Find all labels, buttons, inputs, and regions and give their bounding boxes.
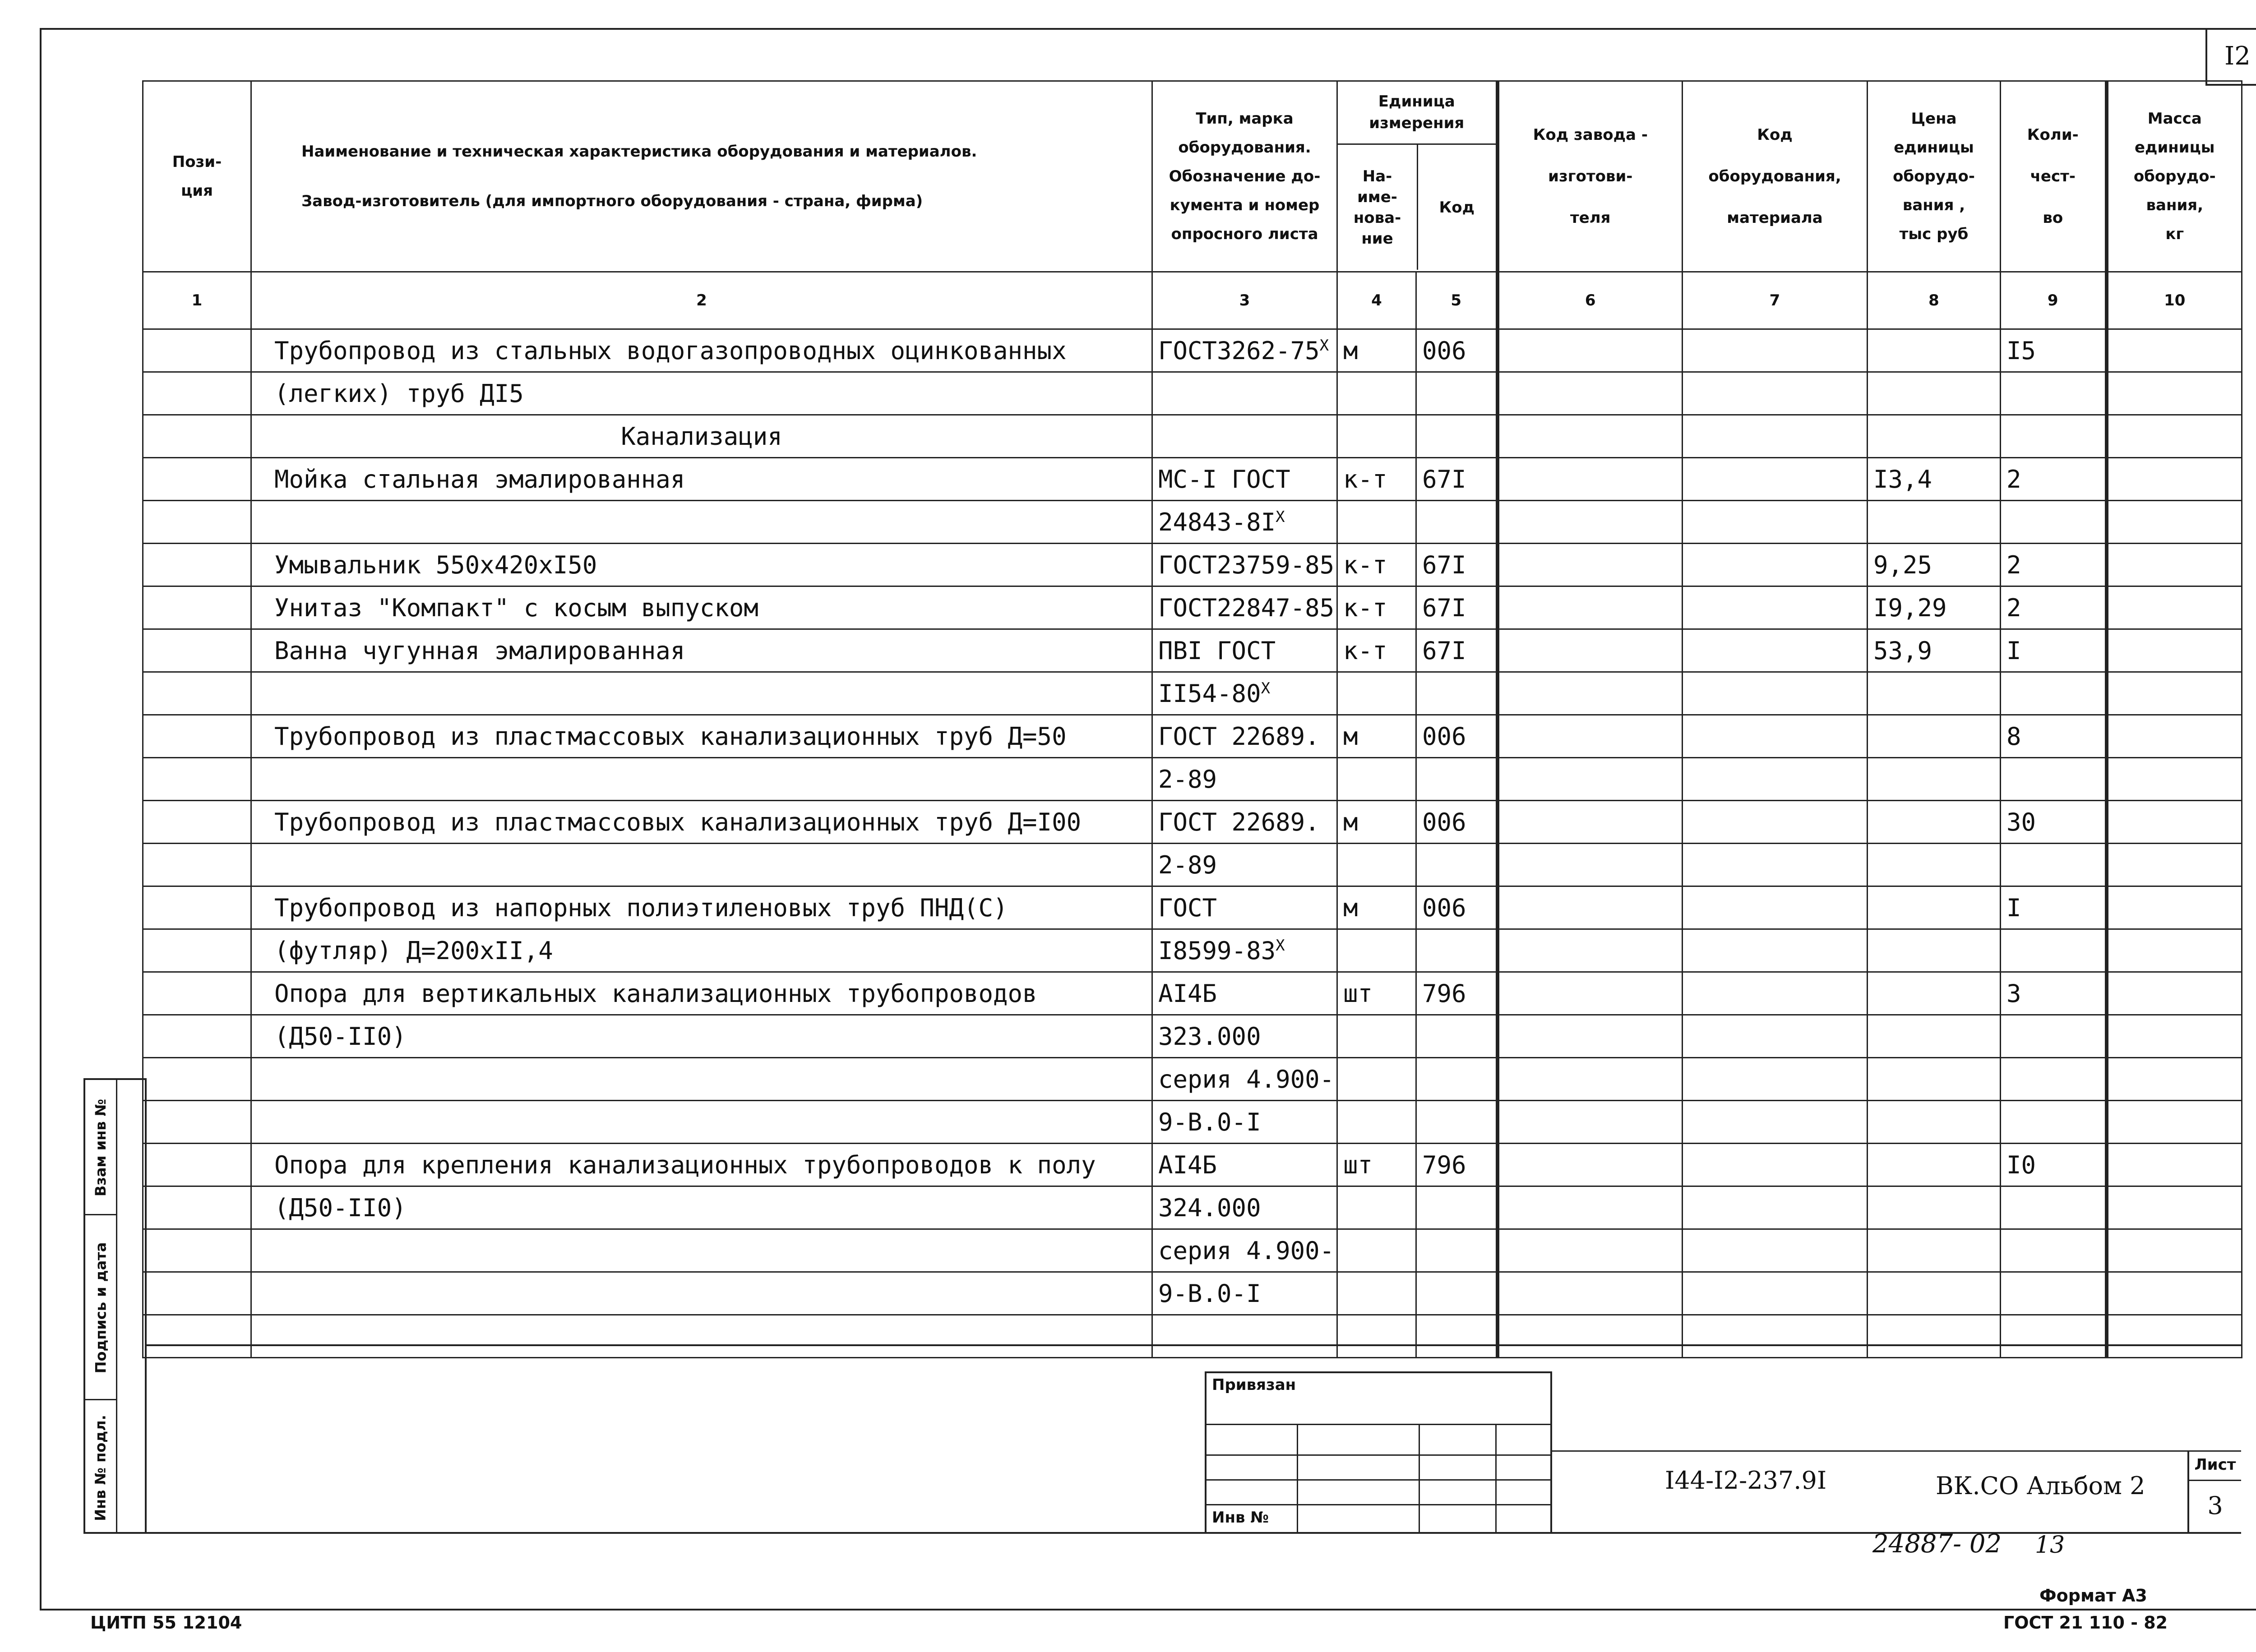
cell-unit-code: 006 — [1416, 329, 1498, 372]
cell-name: Унитаз "Компакт" с косым выпуском — [251, 586, 1152, 629]
table-row — [143, 1144, 2242, 1186]
cell-type — [1152, 415, 1337, 458]
cell-unit — [1337, 415, 1416, 458]
cell-mass — [2107, 1015, 2242, 1058]
cell-unit-code: 006 — [1416, 715, 1498, 758]
cell-plant-code — [1498, 586, 1683, 629]
cell-unit-code — [1416, 1229, 1498, 1272]
cell-equipment-code — [1683, 886, 1868, 929]
cell-name: Трубопровод из пластмассовых канализационных труб Д=I00 — [251, 801, 1152, 844]
cell-name: Умывальник 550х420хI50 — [251, 544, 1152, 586]
cell-name: (футляр) Д=200хII,4 — [251, 929, 1152, 972]
inv-original-label: Инв № подл. — [92, 1415, 110, 1521]
cell-quantity — [2001, 1229, 2107, 1272]
table-row — [143, 372, 2242, 415]
cell-quantity — [2001, 1058, 2107, 1101]
cell-position — [143, 415, 251, 458]
cell-mass — [2107, 886, 2242, 929]
table-row — [143, 715, 2242, 758]
cell-quantity: 2 — [2001, 458, 2107, 501]
handwritten-page: 13 — [2035, 1532, 2065, 1559]
cell-unit: м — [1337, 886, 1416, 929]
cell-unit-code: 67I — [1416, 544, 1498, 586]
cell-type: серия 4.900- — [1152, 1229, 1337, 1272]
cell-quantity: 2 — [2001, 544, 2107, 586]
cell-price: I3,4 — [1868, 458, 2001, 501]
cell-plant-code — [1498, 329, 1683, 372]
list-label: Лист — [2189, 1450, 2241, 1481]
cell-plant-code — [1498, 715, 1683, 758]
cell-price: I9,29 — [1868, 586, 2001, 629]
cell-quantity — [2001, 1101, 2107, 1144]
cell-name — [251, 672, 1152, 715]
table-row — [143, 1101, 2242, 1144]
cell-price — [1868, 1272, 2001, 1315]
cell-price — [1868, 1144, 2001, 1186]
cell-type: ГОСТ22847-85 — [1152, 586, 1337, 629]
cell-position — [143, 329, 251, 372]
cell-name — [251, 1058, 1152, 1101]
cell-unit-code — [1416, 501, 1498, 544]
cell-equipment-code — [1683, 715, 1868, 758]
cell-name: Трубопровод из пластмассовых канализационных труб Д=50 — [251, 715, 1152, 758]
cell-name: (Д50-II0) — [251, 1186, 1152, 1229]
col-number: 3 — [1152, 272, 1337, 329]
table-row — [143, 672, 2242, 715]
cell-equipment-code — [1683, 544, 1868, 586]
cell-position — [143, 1144, 251, 1186]
vzam-inv-label: Взам инв № — [92, 1098, 110, 1197]
cell-mass — [2107, 372, 2242, 415]
cell-type: ГОСТ 22689. — [1152, 715, 1337, 758]
cell-price — [1868, 844, 2001, 886]
cell-type: $II54-80^X$ — [1152, 672, 1337, 715]
cell-mass — [2107, 458, 2242, 501]
cell-quantity — [2001, 415, 2107, 458]
cell-unit — [1337, 844, 1416, 886]
cell-plant-code — [1498, 1101, 1683, 1144]
table-row — [143, 972, 2242, 1015]
header-equipment-code: Код оборудования, материала — [1683, 81, 1868, 272]
cell-plant-code — [1498, 1229, 1683, 1272]
cell-name: Трубопровод из напорных полиэтиленовых труб ПНД(С) — [251, 886, 1152, 929]
cell-price — [1868, 329, 2001, 372]
cell-price — [1868, 929, 2001, 972]
cell-equipment-code — [1683, 372, 1868, 415]
privyazan-label: Привязан — [1212, 1376, 1296, 1394]
cell-unit-code — [1416, 672, 1498, 715]
cell-plant-code — [1498, 458, 1683, 501]
header-position: Пози- ция — [143, 81, 251, 272]
cell-type: 2-89 — [1152, 758, 1337, 801]
cell-position — [143, 1272, 251, 1315]
cell-plant-code — [1498, 1186, 1683, 1229]
cell-unit-code: 006 — [1416, 886, 1498, 929]
cell-price — [1868, 1229, 2001, 1272]
cell-plant-code — [1498, 929, 1683, 972]
column-number-row — [143, 272, 2242, 329]
cell-price — [1868, 415, 2001, 458]
cell-quantity — [2001, 844, 2107, 886]
cell-unit — [1337, 501, 1416, 544]
cell-name: Трубопровод из стальных водогазопроводных оцинкованных — [251, 329, 1152, 372]
header-unit-code: Код — [1439, 198, 1475, 217]
cell-quantity — [2001, 758, 2107, 801]
cell-type — [1152, 372, 1337, 415]
cell-position — [143, 1229, 251, 1272]
cell-mass — [2107, 972, 2242, 1015]
cell-unit: к-т — [1337, 629, 1416, 672]
cell-type: 9-В.0-I — [1152, 1101, 1337, 1144]
header-row — [143, 81, 2242, 272]
cell-position — [143, 672, 251, 715]
cell-quantity: I5 — [2001, 329, 2107, 372]
cell-mass — [2107, 544, 2242, 586]
cell-position — [143, 929, 251, 972]
table-row — [143, 501, 2242, 544]
cell-equipment-code — [1683, 586, 1868, 629]
col-number: 2 — [251, 272, 1152, 329]
cell-name: Опора для вертикальных канализационных трубопроводов — [251, 972, 1152, 1015]
cell-type: АI4Б — [1152, 972, 1337, 1015]
handwritten-number: 24887- 02 — [1872, 1529, 2002, 1559]
col-number: 5 — [1416, 272, 1498, 329]
cell-unit — [1337, 672, 1416, 715]
cell-equipment-code — [1683, 1186, 1868, 1229]
header-mass: Масса единицы оборудо- вания, кг — [2107, 81, 2242, 272]
cell-mass — [2107, 415, 2242, 458]
cell-unit-code — [1416, 372, 1498, 415]
cell-name — [251, 844, 1152, 886]
cell-mass — [2107, 1144, 2242, 1186]
cell-price — [1868, 672, 2001, 715]
cell-type: $I8599-83^X$ — [1152, 929, 1337, 972]
cell-position — [143, 972, 251, 1015]
cell-plant-code — [1498, 758, 1683, 801]
cell-quantity — [2001, 929, 2107, 972]
table-row — [143, 929, 2242, 972]
header-quantity: Коли- чест- во — [2001, 81, 2107, 272]
header-unit-name: На- име- нова- ние — [1338, 145, 1418, 270]
cell-unit-code — [1416, 929, 1498, 972]
cell-equipment-code — [1683, 972, 1868, 1015]
cell-price — [1868, 1186, 2001, 1229]
cell-unit-code: 67I — [1416, 458, 1498, 501]
cell-position — [143, 715, 251, 758]
title-block — [147, 1344, 2241, 1534]
cell-plant-code — [1498, 801, 1683, 844]
cell-mass — [2107, 672, 2242, 715]
cell-unit: к-т — [1337, 458, 1416, 501]
table-row — [143, 1272, 2242, 1315]
cell-unit: к-т — [1337, 544, 1416, 586]
cell-unit-code: 006 — [1416, 801, 1498, 844]
cell-plant-code — [1498, 844, 1683, 886]
cell-unit-code — [1416, 1101, 1498, 1144]
cell-unit: м — [1337, 801, 1416, 844]
cell-unit: шт — [1337, 1144, 1416, 1186]
cell-mass — [2107, 844, 2242, 886]
table-row — [143, 844, 2242, 886]
cell-plant-code — [1498, 629, 1683, 672]
sheet-number: I2 — [2205, 28, 2256, 86]
col-number: 7 — [1683, 272, 1868, 329]
cell-position — [143, 844, 251, 886]
cell-mass — [2107, 715, 2242, 758]
cell-unit — [1337, 1229, 1416, 1272]
cell-equipment-code — [1683, 844, 1868, 886]
cell-mass — [2107, 758, 2242, 801]
cell-plant-code — [1498, 544, 1683, 586]
cell-name — [251, 1101, 1152, 1144]
table-row — [143, 458, 2242, 501]
table-row — [143, 415, 2242, 458]
cell-quantity — [2001, 1015, 2107, 1058]
format-label: Формат А3 — [2039, 1586, 2147, 1606]
col-number: 1 — [143, 272, 251, 329]
cell-type: МС-I ГОСТ — [1152, 458, 1337, 501]
cell-plant-code — [1498, 886, 1683, 929]
cell-equipment-code — [1683, 629, 1868, 672]
cell-unit-code: 796 — [1416, 1144, 1498, 1186]
cell-unit: к-т — [1337, 586, 1416, 629]
cell-type: ГОСТ23759-85 — [1152, 544, 1337, 586]
cell-quantity: I0 — [2001, 1144, 2107, 1186]
cell-position — [143, 886, 251, 929]
cell-equipment-code — [1683, 501, 1868, 544]
cell-name: Мойка стальная эмалированная — [251, 458, 1152, 501]
col-number: 10 — [2107, 272, 2242, 329]
cell-equipment-code — [1683, 672, 1868, 715]
cell-unit — [1337, 1272, 1416, 1315]
cell-mass — [2107, 1058, 2242, 1101]
cell-mass — [2107, 329, 2242, 372]
cell-unit — [1337, 758, 1416, 801]
cell-name: (легких) труб ДI5 — [251, 372, 1152, 415]
cell-price: 9,25 — [1868, 544, 2001, 586]
cell-quantity — [2001, 1186, 2107, 1229]
cell-position — [143, 1015, 251, 1058]
cell-unit-code — [1416, 1058, 1498, 1101]
cell-unit-code — [1416, 758, 1498, 801]
cell-unit-code — [1416, 1272, 1498, 1315]
gost-label: ГОСТ 21 110 - 82 — [2003, 1613, 2168, 1633]
cell-mass — [2107, 801, 2242, 844]
specification-table — [142, 80, 2242, 1358]
album-label: ВК.СО Альбом 2 — [1936, 1472, 2145, 1500]
cell-mass — [2107, 1229, 2242, 1272]
cell-type: ПВI ГОСТ — [1152, 629, 1337, 672]
cell-unit — [1337, 1101, 1416, 1144]
cell-quantity: 2 — [2001, 586, 2107, 629]
list-value: 3 — [2207, 1491, 2223, 1520]
table-row — [143, 758, 2242, 801]
cell-quantity: 8 — [2001, 715, 2107, 758]
cell-name: Опора для крепления канализационных трубопроводов к полу — [251, 1144, 1152, 1186]
cell-mass — [2107, 1272, 2242, 1315]
cell-position — [143, 1186, 251, 1229]
cell-equipment-code — [1683, 1229, 1868, 1272]
cell-mass — [2107, 586, 2242, 629]
table-row — [143, 886, 2242, 929]
cell-type: 323.000 — [1152, 1015, 1337, 1058]
cell-position — [143, 1058, 251, 1101]
cell-price — [1868, 886, 2001, 929]
cell-position — [143, 544, 251, 586]
cell-unit: м — [1337, 329, 1416, 372]
left-margin-stamp — [83, 1078, 147, 1534]
cell-position — [143, 629, 251, 672]
cell-name: Канализация — [251, 415, 1152, 458]
cell-type: 324.000 — [1152, 1186, 1337, 1229]
table-row — [143, 1058, 2242, 1101]
cell-equipment-code — [1683, 1058, 1868, 1101]
cell-unit: шт — [1337, 972, 1416, 1015]
cell-quantity: I — [2001, 886, 2107, 929]
header-plant-code: Код завода - изготови- теля — [1498, 81, 1683, 272]
cell-equipment-code — [1683, 929, 1868, 972]
cell-price — [1868, 972, 2001, 1015]
cell-equipment-code — [1683, 801, 1868, 844]
cell-unit-code — [1416, 1015, 1498, 1058]
cell-position — [143, 372, 251, 415]
header-name: Наименование и техническая характеристика оборудования и материалов. Завод-изготовитель (для импортного оборудования - страна, фирма) — [251, 81, 1152, 272]
cell-equipment-code — [1683, 329, 1868, 372]
cell-plant-code — [1498, 1144, 1683, 1186]
cell-unit-code — [1416, 844, 1498, 886]
table-row — [143, 1015, 2242, 1058]
cell-mass — [2107, 929, 2242, 972]
cell-type: 2-89 — [1152, 844, 1337, 886]
binding-box — [1205, 1371, 1552, 1534]
cell-unit — [1337, 372, 1416, 415]
header-unit: Единица измерения На- име- нова- ние Код — [1337, 81, 1498, 272]
cell-mass — [2107, 1186, 2242, 1229]
cell-mass — [2107, 1101, 2242, 1144]
cell-position — [143, 458, 251, 501]
cell-plant-code — [1498, 415, 1683, 458]
cell-equipment-code — [1683, 1272, 1868, 1315]
cell-unit: м — [1337, 715, 1416, 758]
cell-price — [1868, 1015, 2001, 1058]
table-row — [143, 586, 2242, 629]
cell-price — [1868, 758, 2001, 801]
cell-equipment-code — [1683, 415, 1868, 458]
cell-quantity: 3 — [2001, 972, 2107, 1015]
cell-type: ГОСТ 22689. — [1152, 801, 1337, 844]
cell-price — [1868, 1058, 2001, 1101]
cell-equipment-code — [1683, 1144, 1868, 1186]
cell-price — [1868, 801, 2001, 844]
cell-name: (Д50-II0) — [251, 1015, 1152, 1058]
cell-position — [143, 501, 251, 544]
table-row — [143, 801, 2242, 844]
cell-mass — [2107, 501, 2242, 544]
cell-quantity — [2001, 501, 2107, 544]
cell-plant-code — [1498, 1058, 1683, 1101]
cell-unit — [1337, 929, 1416, 972]
signature-date-label: Подпись и дата — [92, 1242, 109, 1374]
col-number: 9 — [2001, 272, 2107, 329]
cell-plant-code — [1498, 372, 1683, 415]
cell-price — [1868, 372, 2001, 415]
cell-plant-code — [1498, 501, 1683, 544]
table-row — [143, 544, 2242, 586]
inv-no-label: Инв № — [1212, 1509, 1269, 1527]
cell-mass — [2107, 629, 2242, 672]
table-row — [143, 1186, 2242, 1229]
cell-plant-code — [1498, 1015, 1683, 1058]
cell-position — [143, 1101, 251, 1144]
cell-unit — [1337, 1186, 1416, 1229]
cell-unit — [1337, 1015, 1416, 1058]
cell-price — [1868, 1101, 2001, 1144]
cell-plant-code — [1498, 1272, 1683, 1315]
cell-plant-code — [1498, 972, 1683, 1015]
cell-quantity: I — [2001, 629, 2107, 672]
cell-name: Ванна чугунная эмалированная — [251, 629, 1152, 672]
header-price: Цена единицы оборудо- вания , тыс руб — [1868, 81, 2001, 272]
cell-unit — [1337, 1058, 1416, 1101]
cell-quantity — [2001, 372, 2107, 415]
cell-type: 9-В.0-I — [1152, 1272, 1337, 1315]
cell-type: $24843-8I^X$ — [1152, 501, 1337, 544]
document-code: I44-I2-237.9I — [1665, 1466, 1827, 1495]
cell-name — [251, 501, 1152, 544]
cell-position — [143, 801, 251, 844]
cell-price — [1868, 501, 2001, 544]
cell-quantity: 30 — [2001, 801, 2107, 844]
cell-type: АI4Б — [1152, 1144, 1337, 1186]
cell-unit-code: 67I — [1416, 629, 1498, 672]
cell-plant-code — [1498, 672, 1683, 715]
cell-name — [251, 1272, 1152, 1315]
cell-equipment-code — [1683, 758, 1868, 801]
table-row — [143, 1229, 2242, 1272]
col-number: 6 — [1498, 272, 1683, 329]
cell-price — [1868, 715, 2001, 758]
cell-unit-code: 796 — [1416, 972, 1498, 1015]
cell-unit-code — [1416, 415, 1498, 458]
table-row — [143, 329, 2242, 372]
citp-label: ЦИТП 55 12104 — [90, 1613, 242, 1633]
table-row — [143, 629, 2242, 672]
cell-position — [143, 758, 251, 801]
cell-unit-code: 67I — [1416, 586, 1498, 629]
cell-equipment-code — [1683, 1101, 1868, 1144]
cell-quantity — [2001, 672, 2107, 715]
header-type: Тип, марка оборудования. Обозначение до- кумента и номер опросного листа — [1152, 81, 1337, 272]
cell-type: ГОСТ — [1152, 886, 1337, 929]
cell-equipment-code — [1683, 458, 1868, 501]
cell-position — [143, 586, 251, 629]
cell-type: $ГОСТ3262-75^X$ — [1152, 329, 1337, 372]
col-number: 8 — [1868, 272, 2001, 329]
cell-unit-code — [1416, 1186, 1498, 1229]
cell-name — [251, 1229, 1152, 1272]
col-number: 4 — [1337, 272, 1416, 329]
cell-price: 53,9 — [1868, 629, 2001, 672]
cell-type: серия 4.900- — [1152, 1058, 1337, 1101]
cell-name — [251, 758, 1152, 801]
cell-equipment-code — [1683, 1015, 1868, 1058]
cell-quantity — [2001, 1272, 2107, 1315]
